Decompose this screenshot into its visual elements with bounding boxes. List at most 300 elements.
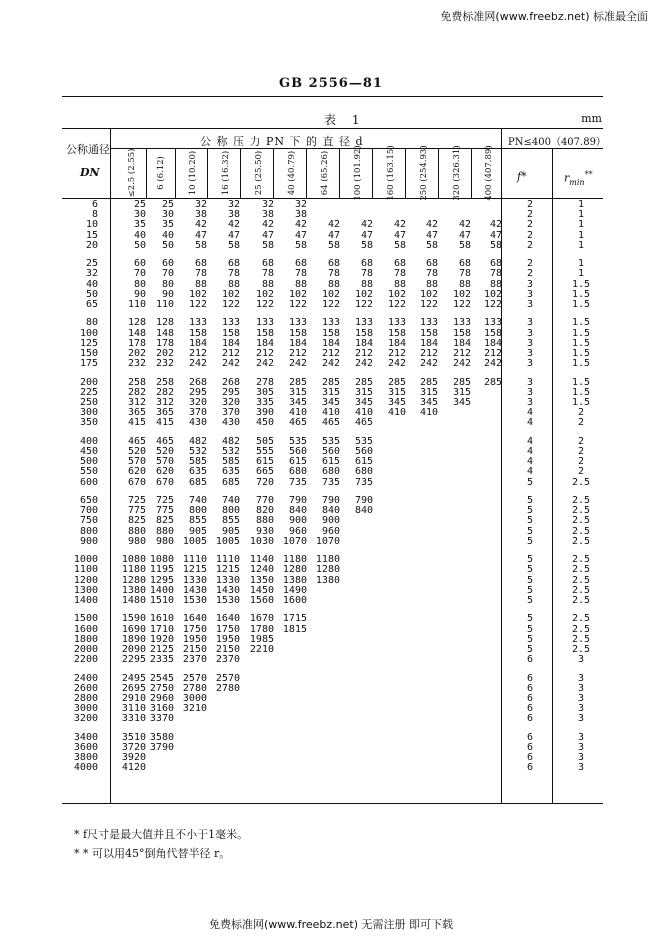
diameter-cell: 285 (452, 376, 471, 388)
diameter-cell: 133 (452, 317, 471, 329)
diameter-cell: 88 (458, 278, 471, 290)
dn-cell: 3400 (73, 731, 98, 743)
diameter-cell: 58 (327, 239, 340, 251)
diameter-cell: 1510 (149, 595, 174, 606)
pressure-column-divider (372, 148, 373, 198)
diameter-cell: 158 (321, 327, 340, 339)
diameter-cell: 570 (155, 456, 174, 468)
r-cell: 1 (577, 258, 585, 270)
diameter-cell: 345 (321, 397, 340, 408)
diameter-cell: 78 (194, 268, 207, 280)
dn-cell: 2400 (73, 672, 98, 684)
f-cell: 6 (526, 742, 534, 753)
diameter-cell: 1670 (249, 613, 274, 625)
diameter-cell: 148 (155, 327, 174, 339)
r-cell: 1 (577, 268, 585, 280)
diameter-cell: 880 (127, 525, 146, 537)
diameter-cell: 68 (294, 258, 307, 270)
diameter-cell: 128 (127, 317, 146, 329)
table-title: 表 1 (324, 113, 366, 127)
r-cell: 3 (577, 713, 585, 725)
diameter-cell: 1610 (149, 613, 174, 625)
diameter-cell: 184 (452, 337, 471, 349)
f-cell: 3 (526, 358, 534, 370)
diameter-cell: 282 (127, 386, 146, 398)
diameter-cell: 38 (294, 209, 307, 221)
diameter-cell: 88 (360, 278, 373, 290)
dn-cell: 400 (79, 435, 98, 447)
diameter-cell: 465 (155, 435, 174, 447)
diameter-cell: 2780 (182, 682, 207, 694)
diameter-cell: 465 (127, 435, 146, 447)
diameter-cell: 1030 (249, 535, 274, 547)
dn-cell: 700 (79, 505, 98, 517)
f-cell: 3 (526, 317, 534, 329)
diameter-cell: 905 (221, 525, 240, 537)
diameter-cell: 665 (255, 466, 274, 478)
dn-cell: 3800 (73, 752, 98, 764)
diameter-cell: 1110 (215, 554, 240, 566)
watermark-bottom: 免费标准网(www.freebz.net) 无需注册 即可下载 (208, 918, 454, 931)
diameter-cell: 178 (127, 337, 146, 349)
diameter-cell: 133 (188, 317, 207, 329)
diameter-cell: 1070 (282, 535, 307, 547)
f-cell: 6 (526, 762, 534, 774)
r-cell: 2.5 (571, 595, 591, 606)
diameter-cell: 58 (393, 239, 406, 251)
pressure-header-label: ≤2.5 (2.55) (126, 148, 137, 198)
r-header-sup: ** (584, 170, 593, 179)
dn-cell: 2200 (73, 654, 98, 666)
diameter-cell: 133 (221, 317, 240, 329)
diameter-cell: 1380 (282, 574, 307, 586)
diameter-cell: 40 (133, 229, 146, 241)
r-cell: 3 (577, 752, 585, 764)
diameter-cell: 430 (221, 417, 240, 429)
diameter-cell: 47 (227, 229, 240, 241)
diameter-cell: 585 (221, 456, 240, 468)
f-cell: 2 (526, 219, 534, 231)
f-cell: 2 (526, 229, 534, 241)
diameter-cell: 58 (227, 239, 240, 251)
r-cell: 2.5 (571, 564, 591, 576)
diameter-cell: 1490 (282, 584, 307, 596)
diameter-cell: 790 (321, 495, 340, 506)
r-cell: 2.5 (571, 495, 591, 506)
diameter-cell: 450 (255, 417, 274, 429)
diameter-cell: 1780 (249, 623, 274, 635)
diameter-cell: 430 (188, 417, 207, 429)
diameter-cell: 3580 (149, 731, 174, 743)
pressure-header-label: 320 (326.31) (451, 145, 462, 201)
dn-cell: 250 (79, 397, 98, 408)
f-cell: 4 (526, 417, 534, 429)
diameter-cell: 184 (288, 337, 307, 349)
dn-cell: 4000 (73, 762, 98, 774)
diameter-cell: 1530 (215, 595, 240, 606)
diameter-cell: 1715 (282, 613, 307, 625)
r-cell: 2 (577, 456, 585, 468)
diameter-cell: 720 (255, 476, 274, 488)
pressure-header (182, 150, 204, 196)
diameter-cell: 880 (155, 525, 174, 537)
diameter-cell: 58 (425, 239, 438, 251)
dn-cell: 1500 (73, 613, 98, 625)
r-cell: 2.5 (571, 535, 591, 547)
f-cell: 6 (526, 703, 534, 715)
diameter-cell: 855 (188, 515, 207, 527)
diameter-cell: 1985 (249, 633, 274, 645)
diameter-cell: 2210 (249, 644, 274, 655)
diameter-cell: 88 (194, 278, 207, 290)
diameter-cell: 42 (194, 219, 207, 231)
diameter-cell: 840 (321, 505, 340, 517)
diameter-cell: 1450 (249, 584, 274, 596)
r-cell: 1.5 (571, 376, 591, 388)
dn-cell: 20 (85, 239, 98, 251)
f-cell: 6 (526, 693, 534, 704)
diameter-cell: 335 (255, 397, 274, 408)
diameter-cell: 555 (255, 446, 274, 457)
pn-group-header: PN≤400（407.89） (508, 137, 606, 148)
diameter-cell: 42 (458, 219, 471, 231)
r-cell: 2.5 (571, 505, 591, 517)
diameter-cell: 42 (294, 219, 307, 231)
diameter-cell: 30 (133, 209, 146, 221)
diameter-cell: 3160 (149, 703, 174, 715)
diameter-cell: 1890 (121, 633, 146, 645)
diameter-cell: 775 (127, 505, 146, 517)
diameter-cell: 242 (221, 358, 240, 370)
diameter-cell: 390 (255, 407, 274, 419)
diameter-cell: 242 (255, 358, 274, 370)
pressure-header-label: 64 (65.26) (319, 150, 330, 196)
r-cell: 2.5 (571, 644, 591, 655)
diameter-cell: 268 (188, 376, 207, 388)
f-cell: 3 (526, 278, 534, 290)
pressure-header (121, 150, 143, 196)
pressure-header (446, 145, 468, 201)
diameter-cell: 70 (133, 268, 146, 280)
pressure-header-label: 10 (10.20) (187, 150, 198, 196)
diameter-cell: 242 (354, 358, 373, 370)
pressure-column-divider (306, 148, 307, 198)
diameter-cell: 345 (288, 397, 307, 408)
r-cell: 3 (577, 693, 585, 704)
diameter-cell: 58 (489, 239, 502, 251)
diameter-cell: 1590 (121, 613, 146, 625)
diameter-cell: 68 (360, 258, 373, 270)
diameter-cell: 620 (127, 466, 146, 478)
diameter-cell: 725 (127, 495, 146, 506)
f-cell: 5 (526, 476, 534, 488)
diameter-cell: 102 (419, 288, 438, 300)
diameter-cell: 102 (221, 288, 240, 300)
diameter-cell: 88 (227, 278, 240, 290)
f-cell: 3 (526, 327, 534, 339)
diameter-cell: 258 (127, 376, 146, 388)
pressure-column-divider (438, 148, 439, 198)
f-cell: 6 (526, 713, 534, 725)
f-cell: 5 (526, 595, 534, 606)
diameter-cell: 102 (483, 288, 502, 300)
dn-cell: 2800 (73, 693, 98, 704)
diameter-cell: 1280 (121, 574, 146, 586)
f-cell: 5 (526, 554, 534, 566)
diameter-cell: 315 (321, 386, 340, 398)
diameter-cell: 212 (255, 348, 274, 359)
diameter-cell: 133 (419, 317, 438, 329)
diameter-cell: 68 (194, 258, 207, 270)
dn-cell: 450 (79, 446, 98, 457)
r-cell: 2 (577, 435, 585, 447)
dn-cell: 1200 (73, 574, 98, 586)
diameter-cell: 295 (188, 386, 207, 398)
diameter-cell: 158 (452, 327, 471, 339)
diameter-cell: 110 (155, 299, 174, 310)
diameter-cell: 158 (419, 327, 438, 339)
diameter-cell: 32 (194, 199, 207, 210)
diameter-cell: 4120 (121, 762, 146, 774)
diameter-cell: 315 (452, 386, 471, 398)
diameter-cell: 685 (188, 476, 207, 488)
diameter-cell: 725 (155, 495, 174, 506)
diameter-cell: 520 (155, 446, 174, 457)
diameter-cell: 268 (221, 376, 240, 388)
diameter-cell: 315 (288, 386, 307, 398)
diameter-cell: 295 (221, 386, 240, 398)
dn-cell: 15 (85, 229, 98, 241)
corner-label-dn: DN (80, 166, 100, 179)
diameter-cell: 2125 (149, 644, 174, 655)
diameter-cell: 465 (354, 417, 373, 429)
diameter-cell: 825 (155, 515, 174, 527)
diameter-cell: 3790 (149, 742, 174, 753)
r-cell: 2 (577, 466, 585, 478)
diameter-cell: 184 (188, 337, 207, 349)
r-cell: 3 (577, 654, 585, 666)
f-cell: 5 (526, 535, 534, 547)
diameter-cell: 1430 (215, 584, 240, 596)
diameter-cell: 532 (188, 446, 207, 457)
diameter-cell: 560 (354, 446, 373, 457)
diameter-cell: 1750 (182, 623, 207, 635)
dn-cell: 80 (85, 317, 98, 329)
diameter-cell: 2370 (182, 654, 207, 666)
dn-cell: 3600 (73, 742, 98, 753)
diameter-cell: 110 (127, 299, 146, 310)
diameter-cell: 122 (288, 299, 307, 310)
diameter-cell: 365 (127, 407, 146, 419)
dn-cell: 1600 (73, 623, 98, 635)
diameter-cell: 1080 (121, 554, 146, 566)
diameter-cell: 2960 (149, 693, 174, 704)
diameter-cell: 68 (425, 258, 438, 270)
diameter-cell: 184 (354, 337, 373, 349)
diameter-cell: 232 (155, 358, 174, 370)
diameter-cell: 282 (155, 386, 174, 398)
dn-cell: 300 (79, 407, 98, 419)
diameter-cell: 80 (161, 278, 174, 290)
diameter-cell: 122 (255, 299, 274, 310)
diameter-cell: 505 (255, 435, 274, 447)
diameter-cell: 58 (458, 239, 471, 251)
diameter-cell: 42 (360, 219, 373, 231)
diameter-cell: 158 (288, 327, 307, 339)
diameter-cell: 68 (261, 258, 274, 270)
dn-cell: 1300 (73, 584, 98, 596)
diameter-cell: 775 (155, 505, 174, 517)
diameter-cell: 242 (483, 358, 502, 370)
f-cell: 3 (526, 337, 534, 349)
diameter-cell: 32 (261, 199, 274, 210)
diameter-cell: 1430 (182, 584, 207, 596)
table-bottom-rule (62, 803, 603, 804)
diameter-cell: 1920 (149, 633, 174, 645)
footnote-f: * f尺寸是最大值并且不小于1毫米。 (74, 828, 249, 841)
diameter-cell: 285 (483, 376, 502, 388)
dn-cell: 900 (79, 535, 98, 547)
diameter-cell: 102 (288, 288, 307, 300)
diameter-cell: 482 (221, 435, 240, 447)
diameter-cell: 35 (161, 219, 174, 231)
r-cell: 2 (577, 417, 585, 429)
diameter-cell: 680 (288, 466, 307, 478)
r-cell: 1.5 (571, 337, 591, 349)
diameter-cell: 47 (327, 229, 340, 241)
diameter-cell: 2370 (215, 654, 240, 666)
diameter-cell: 40 (161, 229, 174, 241)
dn-cell: 500 (79, 456, 98, 468)
f-cell: 5 (526, 564, 534, 576)
diameter-cell: 42 (227, 219, 240, 231)
diameter-cell: 312 (155, 397, 174, 408)
r-cell: 2.5 (571, 476, 591, 488)
diameter-cell: 80 (133, 278, 146, 290)
diameter-cell: 345 (387, 397, 406, 408)
r-cell: 1 (577, 209, 585, 221)
pressure-header-label: 25 (25.50) (253, 150, 264, 196)
diameter-cell: 825 (127, 515, 146, 527)
diameter-cell: 184 (387, 337, 406, 349)
diameter-cell: 184 (255, 337, 274, 349)
diameter-cell: 840 (288, 505, 307, 517)
diameter-cell: 232 (127, 358, 146, 370)
f-cell: 5 (526, 644, 534, 655)
diameter-cell: 122 (483, 299, 502, 310)
r-cell: 1 (577, 229, 585, 241)
diameter-cell: 47 (360, 229, 373, 241)
diameter-cell: 3510 (121, 731, 146, 743)
diameter-cell: 58 (360, 239, 373, 251)
dn-column-rule (110, 128, 111, 803)
diameter-cell: 960 (321, 525, 340, 537)
f-cell: 2 (526, 258, 534, 270)
f-cell: 3 (526, 288, 534, 300)
dn-cell: 175 (79, 358, 98, 370)
pressure-header (380, 145, 402, 201)
diameter-cell: 315 (419, 386, 438, 398)
r-cell: 1.5 (571, 358, 591, 370)
dn-cell: 2000 (73, 644, 98, 655)
diameter-cell: 212 (221, 348, 240, 359)
diameter-cell: 1560 (249, 595, 274, 606)
r-cell: 1.5 (571, 397, 591, 408)
f-cell: 4 (526, 456, 534, 468)
diameter-cell: 1350 (249, 574, 274, 586)
dn-cell: 6 (91, 199, 98, 210)
diameter-cell: 158 (221, 327, 240, 339)
dn-cell: 10 (85, 219, 98, 231)
dn-cell: 1100 (73, 564, 98, 576)
pressure-column-divider (207, 148, 208, 198)
dn-cell: 50 (85, 288, 98, 300)
diameter-cell: 78 (489, 268, 502, 280)
diameter-cell: 1380 (315, 574, 340, 586)
f-cell: 5 (526, 515, 534, 527)
diameter-cell: 285 (321, 376, 340, 388)
pressure-column-divider (339, 148, 340, 198)
diameter-cell: 78 (227, 268, 240, 280)
diameter-cell: 1530 (182, 595, 207, 606)
diameter-cell: 285 (288, 376, 307, 388)
diameter-cell: 800 (188, 505, 207, 517)
diameter-cell: 685 (221, 476, 240, 488)
diameter-cell: 133 (255, 317, 274, 329)
diameter-cell: 900 (321, 515, 340, 527)
dn-cell: 1000 (73, 554, 98, 566)
pressure-header-label: 160 (163.15) (385, 145, 396, 201)
diameter-cell: 1195 (149, 564, 174, 576)
diameter-cell: 58 (294, 239, 307, 251)
diameter-cell: 960 (288, 525, 307, 537)
diameter-cell: 1330 (182, 574, 207, 586)
diameter-cell: 42 (489, 219, 502, 231)
pressure-header (150, 150, 172, 196)
diameter-cell: 212 (483, 348, 502, 359)
diameter-cell: 148 (127, 327, 146, 339)
pressure-header-label: 40 (40.79) (286, 150, 297, 196)
diameter-cell: 47 (425, 229, 438, 241)
diameter-cell: 1480 (121, 595, 146, 606)
diameter-cell: 128 (155, 317, 174, 329)
diameter-cell: 42 (327, 219, 340, 231)
diameter-cell: 30 (161, 209, 174, 221)
diameter-cell: 410 (321, 407, 340, 419)
diameter-cell: 38 (261, 209, 274, 221)
document-title: GB 2556—81 (279, 76, 383, 91)
pressure-header (248, 150, 270, 196)
watermark-top: 免费标准网(www.freebz.net) 标准最全面 (440, 10, 648, 23)
diameter-cell: 560 (288, 446, 307, 457)
diameter-cell: 68 (327, 258, 340, 270)
pressure-column-divider (240, 148, 241, 198)
r-cell: 1 (577, 219, 585, 231)
r-cell: 2 (577, 446, 585, 457)
diameter-cell: 158 (387, 327, 406, 339)
diameter-cell: 88 (489, 278, 502, 290)
diameter-cell: 312 (127, 397, 146, 408)
diameter-cell: 3110 (121, 703, 146, 715)
diameter-cell: 1180 (282, 554, 307, 566)
diameter-cell: 1110 (182, 554, 207, 566)
diameter-cell: 122 (321, 299, 340, 310)
r-cell: 1.5 (571, 288, 591, 300)
f-cell: 5 (526, 505, 534, 517)
diameter-cell: 585 (188, 456, 207, 468)
pressure-header (215, 150, 237, 196)
r-cell: 1 (577, 239, 585, 251)
